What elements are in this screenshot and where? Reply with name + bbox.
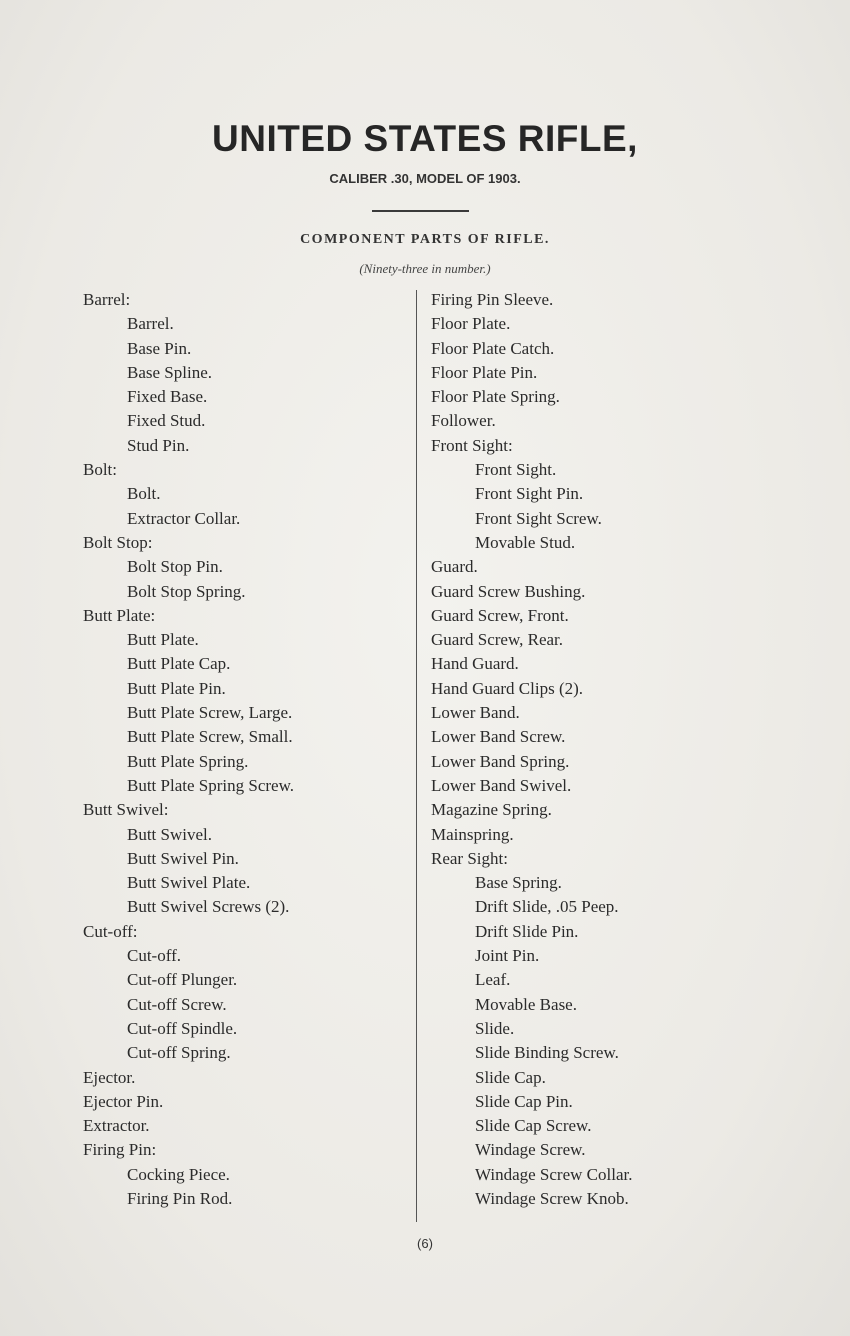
part-group-item: Magazine Spring. [431,800,552,820]
part-subitem: Slide Binding Screw. [475,1043,619,1063]
title-divider-rule [372,210,469,212]
part-subitem: Movable Stud. [475,532,576,552]
part-group-item: Ejector. [83,1067,136,1087]
parts-list-left-column [83,288,423,1211]
part-subitem: Butt Plate Cap. [127,654,231,674]
part-subitem: Joint Pin. [475,946,540,966]
part-group-item: Floor Plate. [431,314,511,334]
part-group-item: Bolt Stop: [83,532,153,552]
part-subitem: Drift Slide Pin. [475,921,579,941]
part-subitem: Butt Plate. [127,630,199,650]
part-subitem: Slide Cap Pin. [475,1091,573,1111]
part-group-item: Guard Screw, Front. [431,605,569,625]
part-subitem: Movable Base. [475,994,577,1014]
part-subitem: Butt Plate Screw, Small. [127,727,293,747]
part-subitem: Butt Swivel Pin. [127,848,239,868]
page-number: (6) [417,1236,433,1251]
part-group-item: Bolt: [83,460,118,480]
part-subitem: Slide Cap Screw. [475,1116,592,1136]
part-group-item: Guard Screw, Rear. [431,630,564,650]
part-group-item: Cut-off: [83,921,138,941]
part-subitem: Stud Pin. [127,435,190,455]
part-subitem: Butt Swivel. [127,824,213,844]
part-subitem: Base Spring. [475,873,562,893]
part-group-item: Floor Plate Catch. [431,338,555,358]
part-subitem: Cut-off Plunger. [127,970,238,990]
part-subitem: Front Sight Screw. [475,508,602,528]
part-subitem: Cut-off Screw. [127,994,227,1014]
part-subitem: Cut-off Spring. [127,1043,231,1063]
part-subitem: Slide. [475,1018,515,1038]
part-subitem: Front Sight Pin. [475,484,584,504]
part-subitem: Barrel. [127,314,174,334]
part-subitem: Base Spline. [127,362,212,382]
part-group-item: Butt Swivel: [83,800,169,820]
section-note: (Ninety-three in number.) [359,261,491,276]
part-subitem: Cocking Piece. [127,1164,230,1184]
part-group-item: Floor Plate Spring. [431,387,560,407]
part-group-item: Ejector Pin. [83,1091,164,1111]
part-group-item: Follower. [431,411,496,431]
part-subitem: Fixed Base. [127,387,208,407]
part-group-item: Lower Band Screw. [431,727,566,747]
part-subitem: Butt Plate Spring Screw. [127,775,294,795]
part-group-item: Firing Pin Sleeve. [431,290,554,309]
part-subitem: Bolt Stop Pin. [127,557,223,577]
part-subitem: Bolt Stop Spring. [127,581,246,601]
part-group-item: Hand Guard. [431,654,519,674]
part-subitem: Slide Cap. [475,1067,546,1087]
page-title: UNITED STATES RIFLE, [212,118,638,159]
part-subitem: Front Sight. [475,460,557,480]
parts-list-right-column [431,288,771,1211]
part-group-item: Lower Band. [431,703,520,723]
part-subitem: Bolt. [127,484,161,504]
part-group-item: Guard Screw Bushing. [431,581,586,601]
part-subitem: Butt Plate Spring. [127,751,249,771]
part-group-item: Hand Guard Clips (2). [431,678,584,698]
part-group-item: Extractor. [83,1116,150,1136]
part-group-item: Mainspring. [431,824,514,844]
part-group-item: Barrel: [83,290,131,309]
part-group-item: Floor Plate Pin. [431,362,538,382]
part-subitem: Cut-off. [127,946,181,966]
part-group-item: Butt Plate: [83,605,156,625]
part-subitem: Butt Plate Pin. [127,678,226,698]
part-subitem: Drift Slide, .05 Peep. [475,897,619,917]
part-subitem: Firing Pin Rod. [127,1188,233,1208]
part-subitem: Windage Screw Knob. [475,1188,629,1208]
part-subitem: Fixed Stud. [127,411,206,431]
page-subtitle: CALIBER .30, MODEL OF 1903. [329,171,521,186]
part-group-item: Rear Sight: [431,848,508,868]
part-subitem: Windage Screw Collar. [475,1164,633,1184]
part-subitem: Butt Plate Screw, Large. [127,703,293,723]
part-group-item: Front Sight: [431,435,513,455]
section-heading: COMPONENT PARTS OF RIFLE. [300,232,550,247]
part-subitem: Windage Screw. [475,1140,586,1160]
column-divider [416,290,417,1222]
part-group-item: Lower Band Spring. [431,751,570,771]
part-subitem: Cut-off Spindle. [127,1018,238,1038]
part-subitem: Extractor Collar. [127,508,241,528]
part-subitem: Base Pin. [127,338,192,358]
part-subitem: Butt Swivel Plate. [127,873,251,893]
part-subitem: Leaf. [475,970,511,990]
part-group-item: Lower Band Swivel. [431,775,572,795]
part-group-item: Firing Pin: [83,1140,157,1160]
part-group-item: Guard. [431,557,478,577]
part-subitem: Butt Swivel Screws (2). [127,897,290,917]
